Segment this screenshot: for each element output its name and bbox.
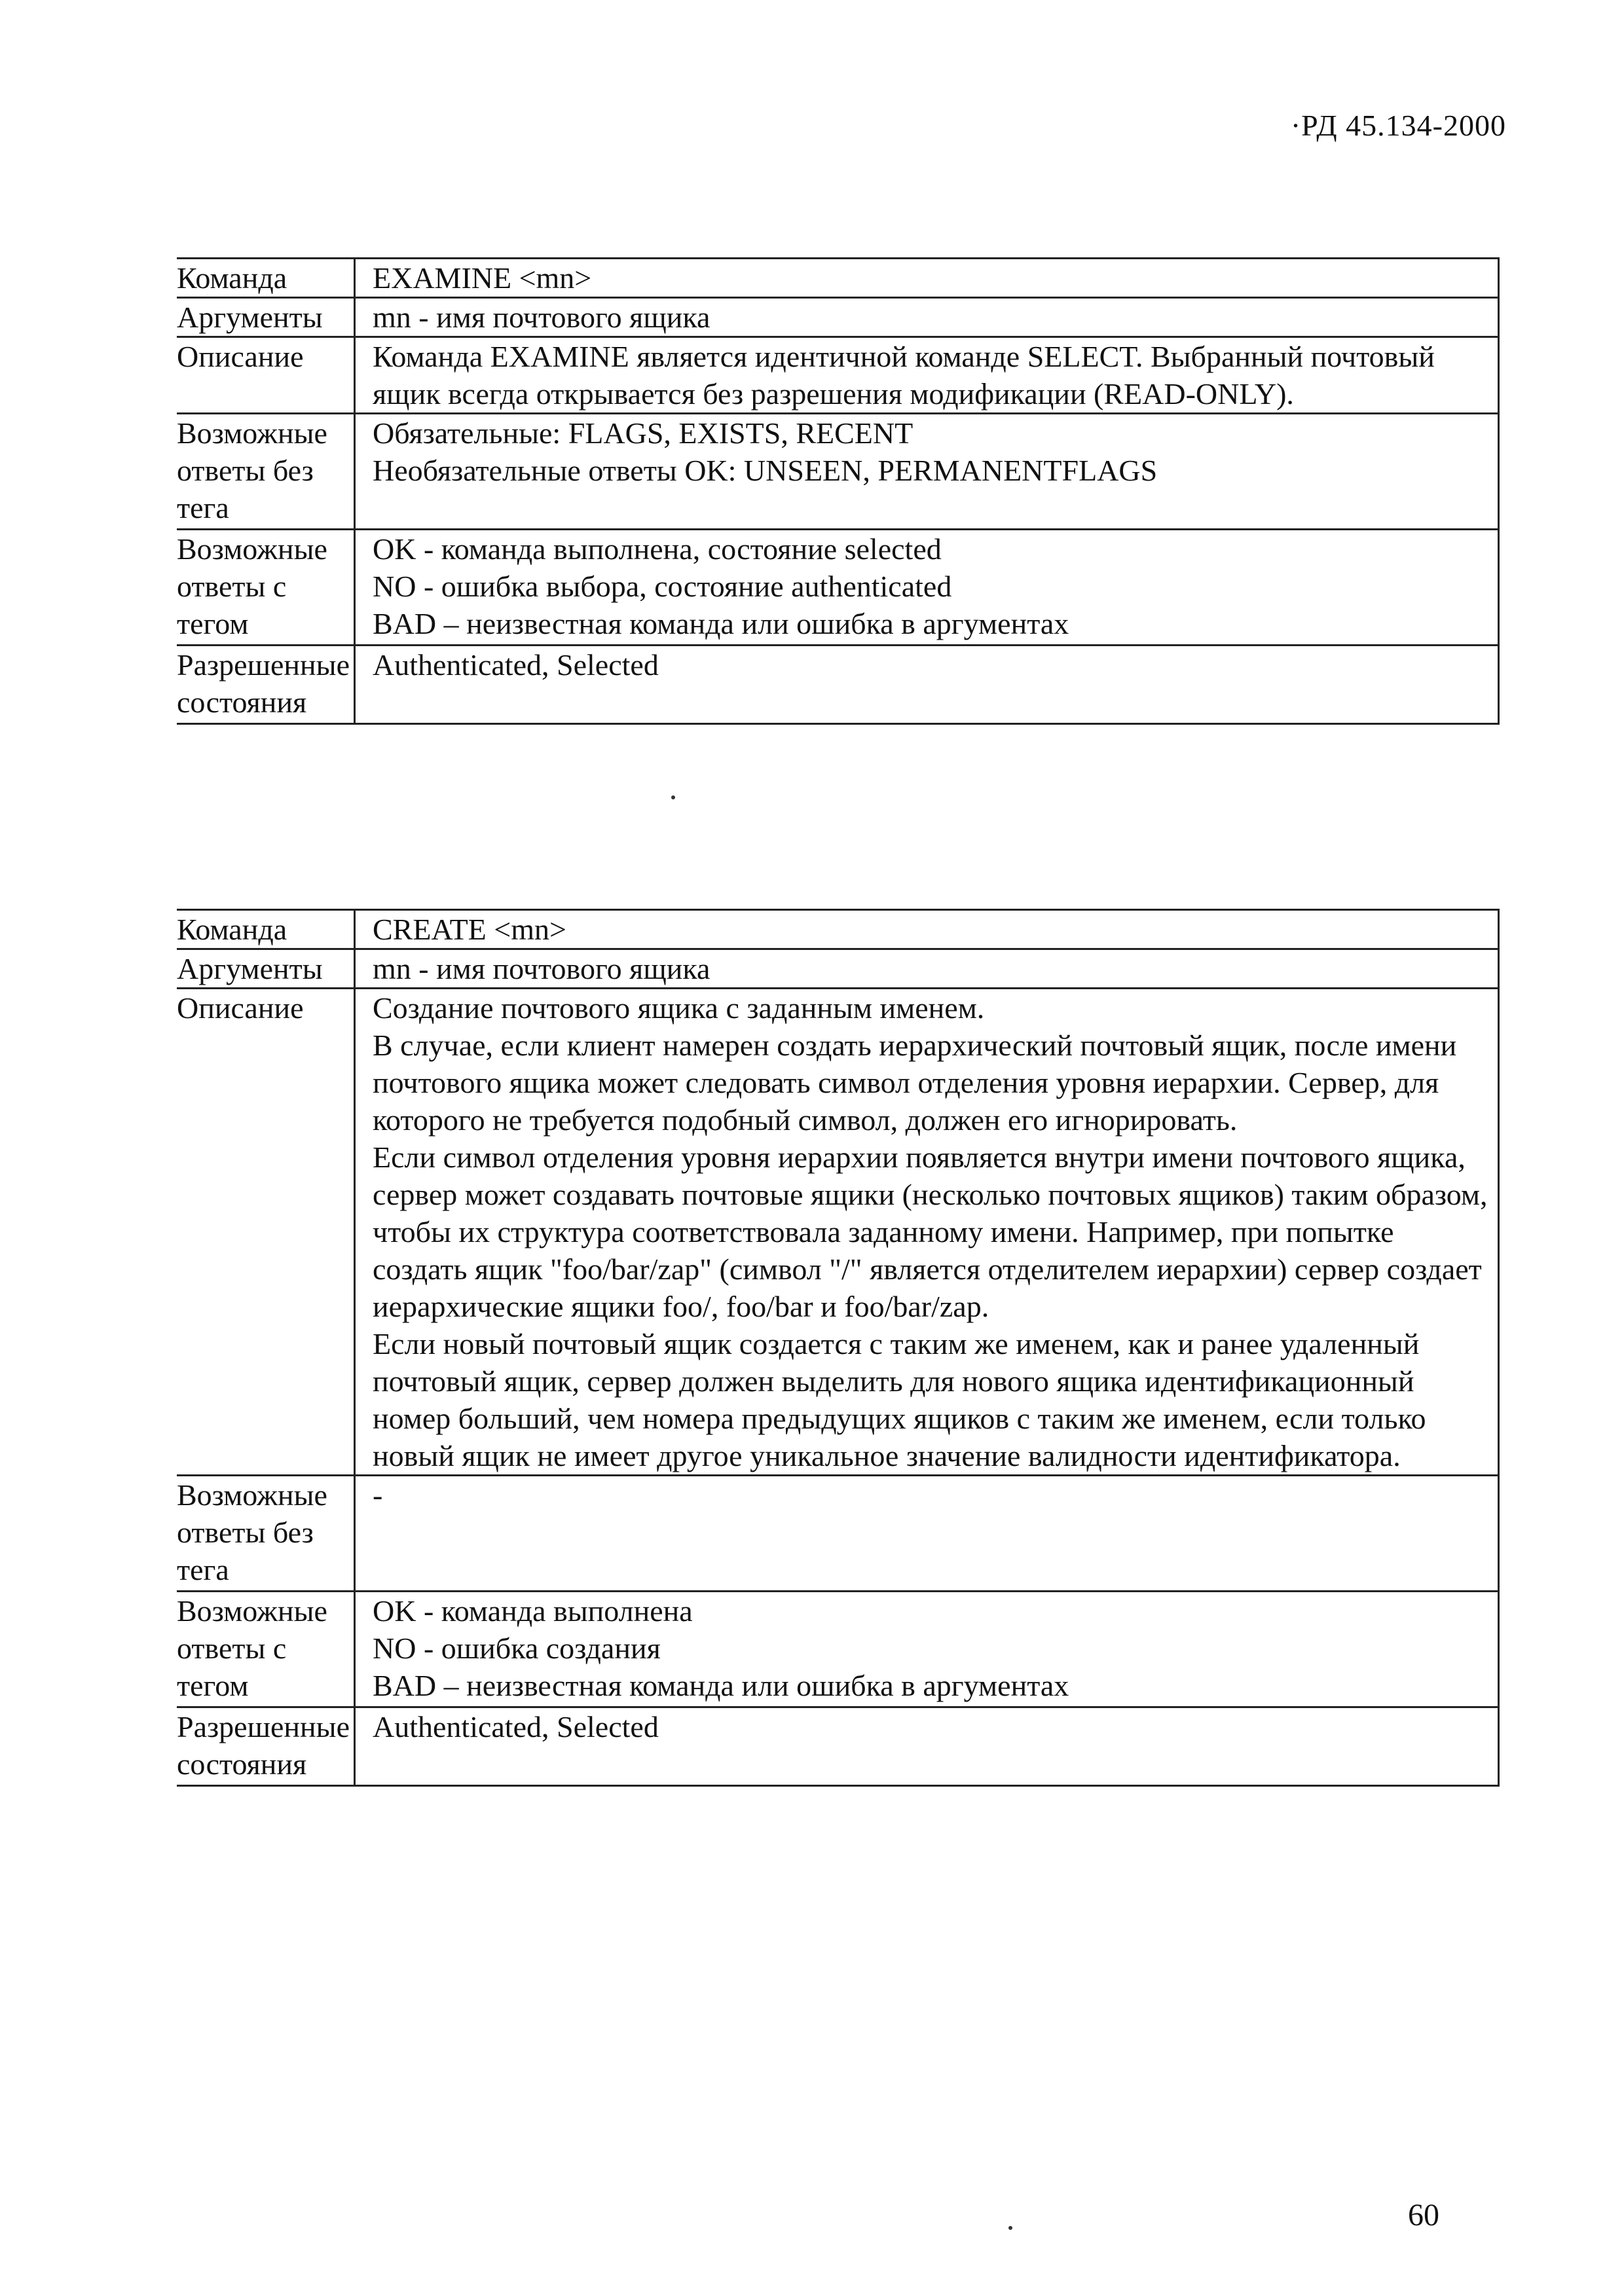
document-code: ·РД 45.134-2000 bbox=[1290, 109, 1506, 142]
table-row bbox=[177, 1707, 1499, 1786]
row-label: Аргументы bbox=[177, 949, 355, 989]
table-row bbox=[177, 530, 1499, 646]
row-label: Команда bbox=[177, 910, 355, 949]
row-label: Возможные ответы без тега bbox=[177, 414, 355, 530]
row-value: CREATE <mn> bbox=[355, 910, 1499, 949]
row-value: Authenticated, Selected bbox=[355, 1707, 1499, 1786]
row-value: OK - команда выполнена, состояние selected NO - ошибка выбора, состояние authenticated BAD – неизвестная команда или ошибка в аргументах bbox=[355, 530, 1499, 646]
table-row bbox=[177, 989, 1499, 1476]
row-label: Разрешенные состояния bbox=[177, 646, 355, 724]
table-row bbox=[177, 910, 1499, 949]
examine-command-table bbox=[177, 257, 1500, 725]
row-label: Команда bbox=[177, 259, 355, 298]
row-value: OK - команда выполнена NO - ошибка создания BAD – неизвестная команда или ошибка в аргументах bbox=[355, 1592, 1499, 1707]
row-label: Возможные ответы с тегом bbox=[177, 1592, 355, 1707]
row-value: Команда EXAMINE является идентичной команде SELECT. Выбранный почтовый ящик всегда открывается без разрешения модификации (READ-ONLY). bbox=[355, 337, 1499, 414]
scan-speck bbox=[1008, 2226, 1012, 2230]
table-row bbox=[177, 646, 1499, 724]
scan-speck bbox=[671, 795, 675, 799]
row-label: Разрешенные состояния bbox=[177, 1707, 355, 1786]
row-value: Authenticated, Selected bbox=[355, 646, 1499, 724]
create-command-table bbox=[177, 909, 1500, 1787]
row-value: - bbox=[355, 1476, 1499, 1592]
table-row bbox=[177, 337, 1499, 414]
row-value: mn - имя почтового ящика bbox=[355, 949, 1499, 989]
row-label: Описание bbox=[177, 337, 355, 414]
table-row bbox=[177, 414, 1499, 530]
table-row bbox=[177, 1476, 1499, 1592]
table-row bbox=[177, 259, 1499, 298]
row-value: mn - имя почтового ящика bbox=[355, 298, 1499, 337]
table-row bbox=[177, 1592, 1499, 1707]
row-label: Описание bbox=[177, 989, 355, 1476]
row-value: Обязательные: FLAGS, EXISTS, RECENT Необязательные ответы OK: UNSEEN, PERMANENTFLAGS bbox=[355, 414, 1499, 530]
row-label: Возможные ответы без тега bbox=[177, 1476, 355, 1592]
table-row bbox=[177, 298, 1499, 337]
row-value: Создание почтового ящика с заданным именем. В случае, если клиент намерен создать иерархический почтовый ящик, после имени почтового ящика может следовать символ отделения уровня иерархии. Сервер, для которого не требуется подобный символ, должен его игнорировать. Если символ отделения уровня иерархии появляется внутри имени почтового ящика, сервер может создавать почтовые ящики (несколько почтовых ящиков) таким образом, чтобы их структура соответствовала заданному имени. Например, при попытке создать ящик "foo/bar/zap" (символ "/" является отделителем иерархии) сервер создает иерархические ящики foo/, foo/bar и foo/bar/zap. Если новый почтовый ящик создается с таким же именем, как и ранее удаленный почтовый ящик, сервер должен выделить для нового ящика идентификационный номер больший, чем номера предыдущих ящиков с таким же именем, если только новый ящик не имеет другое уникальное значение валидности идентификатора. bbox=[355, 989, 1499, 1476]
row-label: Аргументы bbox=[177, 298, 355, 337]
page-number: 60 bbox=[1408, 2198, 1439, 2232]
table-row bbox=[177, 949, 1499, 989]
row-label: Возможные ответы с тегом bbox=[177, 530, 355, 646]
row-value: EXAMINE <mn> bbox=[355, 259, 1499, 298]
